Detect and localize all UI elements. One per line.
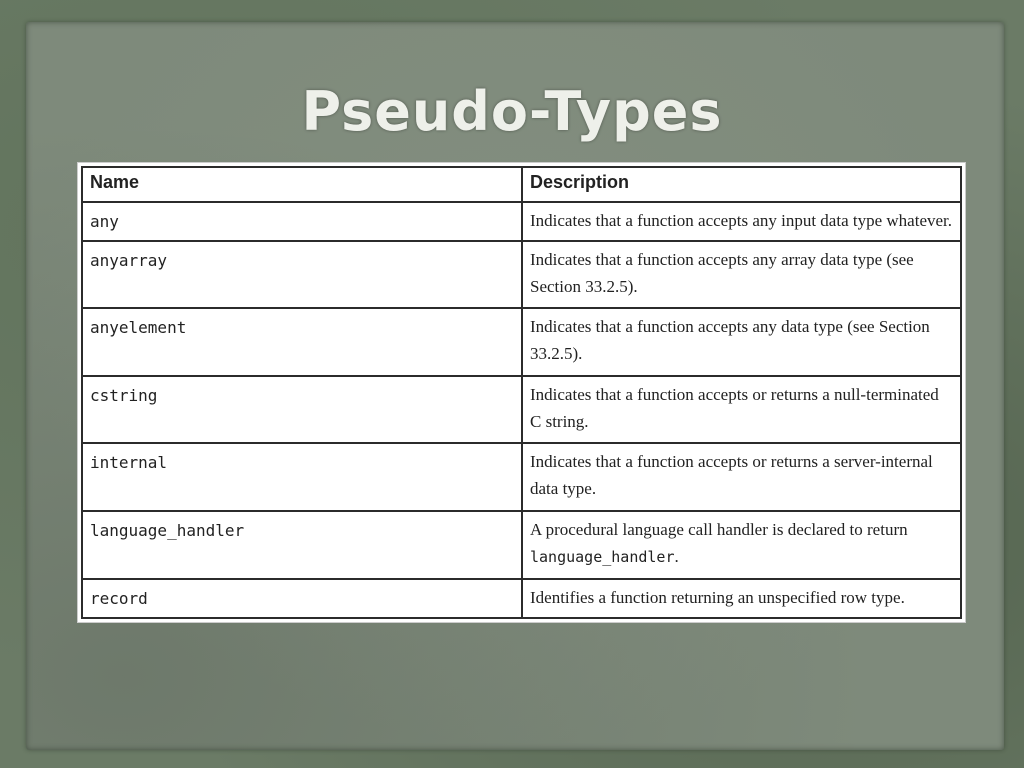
type-name: any: [82, 202, 522, 241]
table-row: [82, 443, 961, 511]
table-row: [82, 511, 961, 580]
pseudo-types-table-image: [77, 162, 966, 623]
table-row: [82, 308, 961, 376]
type-name: internal: [82, 443, 522, 511]
description-code: language_handler: [530, 547, 675, 566]
type-name: cstring: [82, 376, 522, 444]
column-header-description: Description: [522, 167, 961, 202]
type-description: Indicates that a function accepts or returns a server-internal data type.: [522, 443, 961, 511]
type-description: Identifies a function returning an unspecified row type.: [522, 579, 961, 618]
type-description: Indicates that a function accepts any array data type (see Section 33.2.5).: [522, 241, 961, 309]
pseudo-types-table: [81, 166, 962, 619]
description-text: A procedural language call handler is declared to return: [530, 519, 908, 539]
table-row: [82, 579, 961, 618]
table-row: [82, 202, 961, 241]
description-text: .: [674, 546, 679, 566]
slide-title: Pseudo-Types: [301, 80, 723, 143]
type-description: Indicates that a function accepts any data type (see Section 33.2.5).: [522, 308, 961, 376]
table-header-row: [82, 167, 961, 202]
type-name: language_handler: [82, 511, 522, 580]
type-description: Indicates that a function accepts or returns a null-terminated C string.: [522, 376, 961, 444]
table-row: [82, 376, 961, 444]
table-row: [82, 241, 961, 309]
type-description: Indicates that a function accepts any input data type whatever.: [522, 202, 961, 241]
column-header-name: Name: [82, 167, 522, 202]
type-name: anyarray: [82, 241, 522, 309]
type-description: [522, 511, 961, 580]
type-name: anyelement: [82, 308, 522, 376]
type-name: record: [82, 579, 522, 618]
